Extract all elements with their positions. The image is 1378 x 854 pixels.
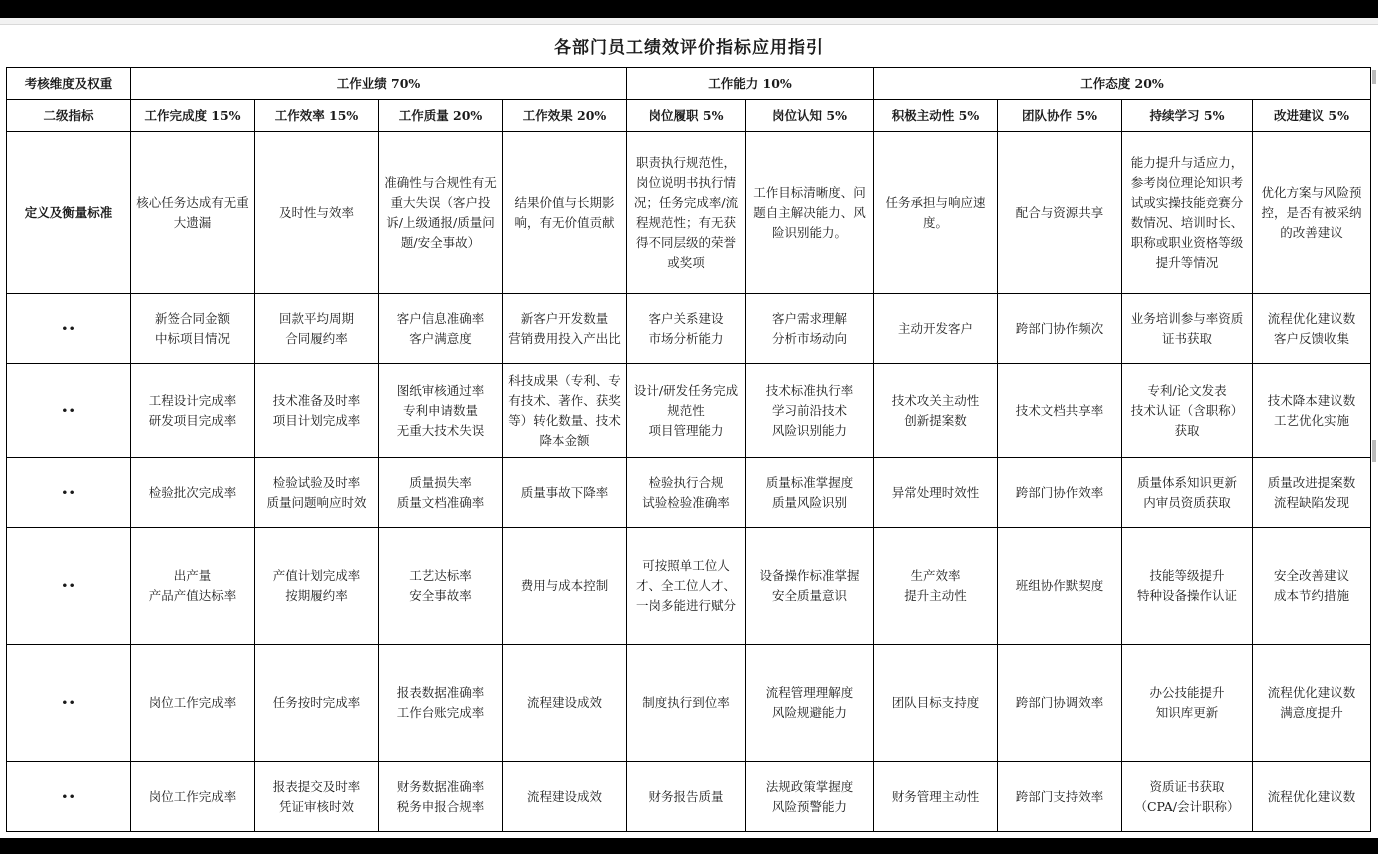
row-label: •• <box>7 458 131 528</box>
level2-cell: 工作完成度 15% <box>131 100 255 132</box>
definition-cell: 任务承担与响应速度。 <box>874 132 998 294</box>
indicator-cell: 技术降本建议数 工艺优化实施 <box>1253 364 1371 458</box>
indicator-cell: 技能等级提升 特种设备操作认证 <box>1122 528 1253 645</box>
definition-cell: 结果价值与长期影响，有无价值贡献 <box>503 132 627 294</box>
group-attitude: 工作态度 20% <box>874 68 1371 100</box>
indicator-cell: 制度执行到位率 <box>627 645 746 762</box>
document-title: 各部门员工绩效评价指标应用指引 <box>554 38 824 58</box>
indicator-cell: 安全改善建议 成本节约措施 <box>1253 528 1371 645</box>
indicator-cell: 工艺达标率 安全事故率 <box>379 528 503 645</box>
level2-cell: 工作质量 20% <box>379 100 503 132</box>
table-row <box>7 294 1371 364</box>
definition-cell: 能力提升与适应力，参考岗位理论知识考试或实操技能竞赛分数情况、培训时长、职称或职业资格等级提升等情况 <box>1122 132 1253 294</box>
indicator-cell: 客户需求理解 分析市场动向 <box>746 294 874 364</box>
indicator-cell: 跨部门协调效率 <box>998 645 1122 762</box>
level2-label: 二级指标 <box>7 100 131 132</box>
table-row-definition <box>7 132 1371 294</box>
indicator-cell: 客户信息准确率 客户满意度 <box>379 294 503 364</box>
definition-label: 定义及衡量标准 <box>7 132 131 294</box>
indicator-cell: 财务管理主动性 <box>874 762 998 832</box>
level2-cell: 改进建议 5% <box>1253 100 1371 132</box>
indicator-cell: 新客户开发数量 营销费用投入产出比 <box>503 294 627 364</box>
definition-cell: 优化方案与风险预控，是否有被采纳的改善建议 <box>1253 132 1371 294</box>
level2-cell: 工作效率 15% <box>255 100 379 132</box>
bottom-black-bar <box>0 838 1378 854</box>
indicator-cell: 图纸审核通过率 专利申请数量 无重大技术失误 <box>379 364 503 458</box>
indicator-cell: 任务按时完成率 <box>255 645 379 762</box>
indicator-cell: 跨部门支持效率 <box>998 762 1122 832</box>
row-label: •• <box>7 294 131 364</box>
indicator-cell: 主动开发客户 <box>874 294 998 364</box>
definition-cell: 准确性与合规性有无重大失误（客户投诉/上级通报/质量问题/安全事故） <box>379 132 503 294</box>
indicator-cell: 检验批次完成率 <box>131 458 255 528</box>
group-ability: 工作能力 10% <box>627 68 874 100</box>
indicator-cell: 财务数据准确率 税务申报合规率 <box>379 762 503 832</box>
indicator-cell: 流程优化建议数 客户反馈收集 <box>1253 294 1371 364</box>
indicator-cell: 出产量 产品产值达标率 <box>131 528 255 645</box>
definition-cell: 职责执行规范性，岗位说明书执行情况；任务完成率/流程规范性；有无获得不同层级的荣誉或奖项 <box>627 132 746 294</box>
top-black-bar <box>0 0 1378 18</box>
definition-cell: 及时性与效率 <box>255 132 379 294</box>
indicator-cell: 质量事故下降率 <box>503 458 627 528</box>
indicator-cell: 设备操作标准掌握 安全质量意识 <box>746 528 874 645</box>
ruler-marker <box>1372 70 1376 84</box>
level2-cell: 团队协作 5% <box>998 100 1122 132</box>
indicator-cell: 资质证书获取 （CPA/会计职称） <box>1122 762 1253 832</box>
indicator-cell: 流程建设成效 <box>503 762 627 832</box>
indicator-cell: 法规政策掌握度 风险预警能力 <box>746 762 874 832</box>
indicator-cell: 质量改进提案数 流程缺陷发现 <box>1253 458 1371 528</box>
definition-cell: 核心任务达成有无重大遗漏 <box>131 132 255 294</box>
row-label: •• <box>7 762 131 832</box>
indicator-cell: 班组协作默契度 <box>998 528 1122 645</box>
indicator-cell: 报表数据准确率 工作台账完成率 <box>379 645 503 762</box>
indicator-cell: 财务报告质量 <box>627 762 746 832</box>
indicator-cell: 岗位工作完成率 <box>131 762 255 832</box>
row-label: •• <box>7 645 131 762</box>
indicator-cell: 检验执行合规 试验检验准确率 <box>627 458 746 528</box>
level2-cell: 持续学习 5% <box>1122 100 1253 132</box>
indicator-cell: 跨部门协作效率 <box>998 458 1122 528</box>
indicator-cell: 科技成果（专利、专有技术、著作、获奖等）转化数量、技术降本金额 <box>503 364 627 458</box>
table-row-dimension <box>7 68 1371 100</box>
indicator-cell: 回款平均周期 合同履约率 <box>255 294 379 364</box>
table-row <box>7 458 1371 528</box>
indicator-cell: 技术准备及时率 项目计划完成率 <box>255 364 379 458</box>
indicator-cell: 流程管理理解度 风险规避能力 <box>746 645 874 762</box>
table-row <box>7 762 1371 832</box>
indicator-cell: 专利/论文发表 技术认证（含职称）获取 <box>1122 364 1253 458</box>
page-edge <box>0 18 1378 25</box>
indicator-cell: 报表提交及时率 凭证审核时效 <box>255 762 379 832</box>
level2-cell: 岗位履职 5% <box>627 100 746 132</box>
indicator-cell: 客户关系建设 市场分析能力 <box>627 294 746 364</box>
indicator-cell: 异常处理时效性 <box>874 458 998 528</box>
level2-cell: 岗位认知 5% <box>746 100 874 132</box>
indicator-cell: 技术文档共享率 <box>998 364 1122 458</box>
indicator-cell: 可按照单工位人才、全工位人才、一岗多能进行赋分 <box>627 528 746 645</box>
indicator-cell: 办公技能提升 知识库更新 <box>1122 645 1253 762</box>
indicator-cell: 检验试验及时率 质量问题响应时效 <box>255 458 379 528</box>
indicator-cell: 流程优化建议数 满意度提升 <box>1253 645 1371 762</box>
row-label: •• <box>7 364 131 458</box>
indicator-cell: 质量体系知识更新 内审员资质获取 <box>1122 458 1253 528</box>
indicator-cell: 新签合同金额 中标项目情况 <box>131 294 255 364</box>
indicator-cell: 质量损失率 质量文档准确率 <box>379 458 503 528</box>
row-label: •• <box>7 528 131 645</box>
indicator-cell: 工程设计完成率 研发项目完成率 <box>131 364 255 458</box>
indicator-cell: 技术攻关主动性 创新提案数 <box>874 364 998 458</box>
definition-cell: 工作目标清晰度、问题自主解决能力、风险识别能力。 <box>746 132 874 294</box>
level2-cell: 积极主动性 5% <box>874 100 998 132</box>
level2-cell: 工作效果 20% <box>503 100 627 132</box>
indicator-cell: 产值计划完成率 按期履约率 <box>255 528 379 645</box>
indicator-cell: 生产效率 提升主动性 <box>874 528 998 645</box>
table-row <box>7 364 1371 458</box>
indicator-cell: 团队目标支持度 <box>874 645 998 762</box>
indicator-cell: 流程优化建议数 <box>1253 762 1371 832</box>
indicator-cell: 流程建设成效 <box>503 645 627 762</box>
indicator-cell: 技术标准执行率 学习前沿技术 风险识别能力 <box>746 364 874 458</box>
indicator-cell: 岗位工作完成率 <box>131 645 255 762</box>
dimension-label: 考核维度及权重 <box>7 68 131 100</box>
indicator-cell: 业务培训参与率资质证书获取 <box>1122 294 1253 364</box>
table-row <box>7 645 1371 762</box>
indicator-cell: 质量标准掌握度 质量风险识别 <box>746 458 874 528</box>
group-performance: 工作业绩 70% <box>131 68 627 100</box>
table-row-level2 <box>7 100 1371 132</box>
indicator-cell: 设计/研发任务完成规范性 项目管理能力 <box>627 364 746 458</box>
performance-indicator-table <box>6 67 1371 832</box>
definition-cell: 配合与资源共享 <box>998 132 1122 294</box>
ruler-marker <box>1372 440 1376 462</box>
indicator-cell: 费用与成本控制 <box>503 528 627 645</box>
table-row <box>7 528 1371 645</box>
indicator-cell: 跨部门协作频次 <box>998 294 1122 364</box>
